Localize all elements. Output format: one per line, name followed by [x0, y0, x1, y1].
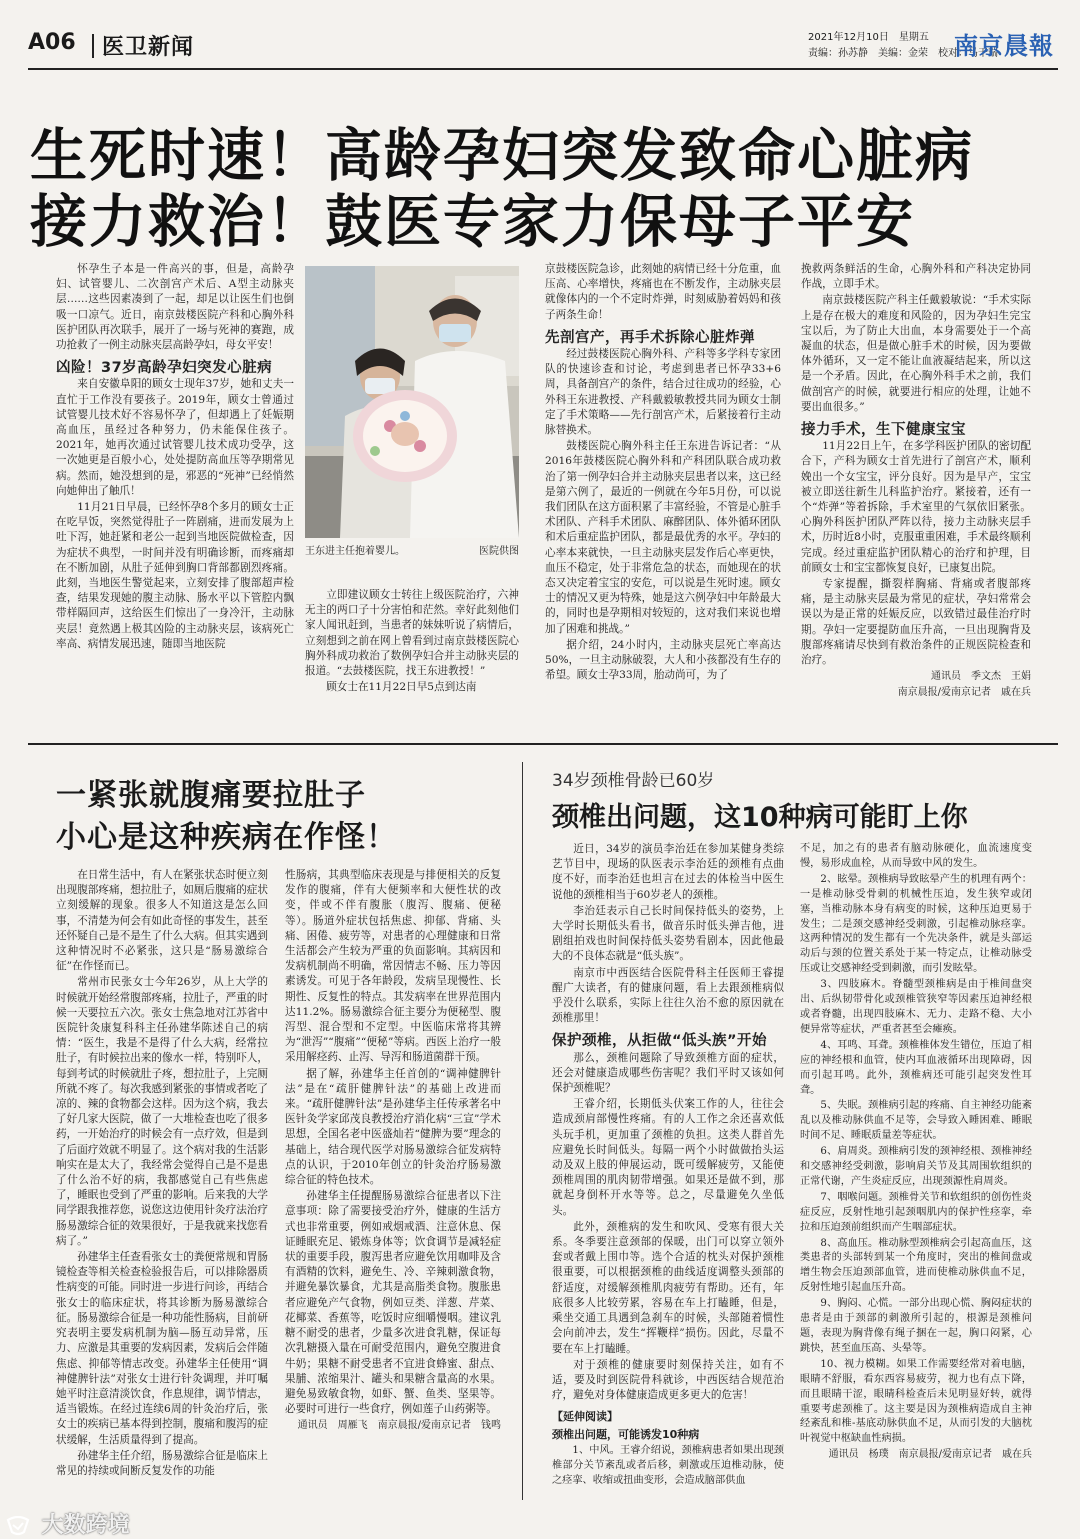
story3-subhead: 保护颈椎，从拒做“低头族”开始	[552, 1033, 768, 1050]
story3-paragraph: 那么，颈椎问题除了导致颈椎方面的症状，还会对健康造成哪些伤害呢？我们平时又该如何保护颈椎呢？	[552, 1051, 784, 1095]
photo-credit: 医院供图	[479, 546, 519, 557]
main-story-intro: 怀孕生子本是一件高兴的事，但是，高龄孕妇、试管婴儿、二次剖宫产术后、A型主动脉夹层……这些因素凑到了一起，却足以让医生们也倒吸一口凉气。近日，南京鼓楼医院产科和心胸外科医护团队再次联手，展开了一场与死神的赛跑，成功抢救了一例主动脉夹层高龄孕妇，母女平安！	[56, 263, 294, 352]
main-story-paragraph: 11月21日早晨，已经怀孕8个多月的顾女士正在吃早饭，突然觉得肚子一阵剧痛，进而发展为上吐下泻，她赶紧和老公一起到当地医院做检查，因为症状不典型，一时间并没有明确诊断，而疼痛却在不断加剧，从肚子延伸到胸口背部都剧烈疼痛。此刻，当地医生警觉起来，立刻安排了腹部超声检查，结果发现她的腹主动脉、肠水平以下管腔内飘带样隔回声，这给医生们惊出了一身冷汗，主动脉夹层！竟然遇上极其凶险的主动脉夹层，该病死亡率高、病情发展迅速，随即当地医院	[56, 501, 294, 650]
main-story-subhead-2: 先剖宫产，再手术拆除心脏炸弹	[545, 329, 755, 346]
editor-credits: 责编：孙苏静 美编：金荣 校对：马干瑞	[808, 48, 998, 59]
main-story-paragraph: 来自安徽阜阳的顾女士现年37岁，她和丈夫一直忙于工作没有要孩子。2019年，顾女士曾通过试管婴儿技术好不容易怀孕了，但却遇上了妊娠期高血压，虽经过各种努力，仍未能保住孩子。2021年，她再次通过试管婴儿技术成功受孕，这一次她更是百般小心，处处提防高血压等孕期常见病。然而，她没想到的是，邪恶的“死神”已经悄然向她伸出了触爪！	[56, 378, 294, 497]
story3-headline: 颈椎出问题，这10种病可能盯上你	[552, 802, 968, 833]
story2-column-2	[285, 868, 501, 1510]
story2-paragraph: 性肠病，其典型临床表现是与排便相关的反复发作的腹痛，伴有大便频率和大便性状的改变，伴或不伴有腹胀（腹泻、腹痛、便秘等）。肠道外症状包括焦虑、抑郁、背痛、头痛、困倦、疲劳等，对患者的心理健康和日常生活都会产生较为严重的负面影响。其病因和发病机制尚不明确，常因情志不畅、压力等因素诱发。可见于各年龄段，发病呈现慢性、长期性、反复性的特点。其发病率在世界范围内达11.2%。肠易激综合征主要分为便秘型、腹泻型、混合型和不定型。中医临床常将其辨为“泄泻”“腹痛”“便秘”等病。西医上治疗一般采用解痉药、止泻、导泻和肠道菌群干预。	[285, 869, 501, 1064]
main-headline-line2: 接力救治！鼓医专家力保母子平安	[30, 189, 915, 255]
story3-paragraph: 王睿介绍，长期低头伏案工作的人，往往会造成颈肩部慢性疼痛。有的人工作之余还喜欢低头玩手机，更加重了颈椎的负担。这类人群首先应避免长时间低头。每隔一两个小时做做抬头运动及双上肢的伸展运动，既可缓解疲劳，又能使颈椎周围的肌肉韧带增强。如果还是做不到，那就起身倒杯开水等等。总之，尽量避免久坐低头。	[552, 1098, 784, 1217]
sidebar-title: 颈椎出问题，可能诱发10种病	[552, 1427, 700, 1441]
story2-paragraph: 孙建华主任提醒肠易激综合征患者以下注意事项：除了需要接受治疗外，健康的生活方式也非常重要，例如戒烟戒酒、注意休息、保证睡眠充足、锻炼身体等；饮食调节是减轻症状的重要手段，腹泻患者应避免饮用咖啡及含有酒精的饮料，避免生、冷、辛辣刺激食物，并避免暴饮暴食，尤其是高脂类食物。腹胀患者应避免产气食物，例如豆类、洋葱、芹菜、花椰菜、香蕉等，吃饭时应细嚼慢咽。建议乳糖不耐受的患者，少量多次进食乳糖，保证每次乳糖摄入量在可耐受范围内，避免空腹进食牛奶；果糖不耐受患者不宜进食蜂蜜、甜点、果脯、浓缩果汁、罐头和果糖含量高的水果。避免易致敏食物，如虾、蟹、鱼类、坚果等。必要时可进行一些食疗，例如莲子山药粥等。	[285, 1190, 501, 1416]
story2-headline-line2: 小心是这种疾病在作怪！	[56, 820, 397, 855]
watermark	[6, 1508, 130, 1539]
main-story-column-3	[545, 262, 781, 710]
main-story-byline: 通讯员 季文杰 王娟	[931, 671, 1031, 683]
story3-paragraph: 近日，34岁的演员李治廷在参加某健身类综艺节目中，现场的队医表示李治廷的颈椎有点曲度不好，而李治廷也坦言在过去的体检当中医生说他的颈椎相当于60岁老人的颈椎。	[552, 843, 784, 901]
main-story-column-1	[56, 262, 294, 710]
story3-column-1	[552, 842, 784, 1510]
sidebar-item: 7、咽喉问题。颈椎骨关节和软组织的创伤性炎症反应，反射性地引起颈咽肌内的保护性痉挛，牵拉和压迫颈前组织而产生咽部症状。	[800, 1191, 1032, 1233]
sidebar-item: 3、四肢麻木。脊髓型颈椎病是由于椎间盘突出、后纵韧带骨化或颈椎管狭窄等因素压迫神经根或者脊髓，出现四肢麻木、无力、走路不稳、大小便异常等症状，严重者甚至会瘫痪。	[800, 979, 1032, 1035]
newspaper-masthead: 南京晨報	[954, 31, 1054, 60]
header-rule	[28, 68, 1058, 70]
story2-paragraph: 在日常生活中，有人在紧张状态时便立刻出现腹部疼痛，想拉肚子，如厕后腹痛的症状立刻缓解的现象。很多人不知道这是怎么回事，不清楚为何会有如此奇怪的事发生，甚至还怀疑自己是不是生了什么大病。但其实遇到这种情况时不必紧张，这只是“肠易激综合征”在作怪而已。	[56, 869, 268, 973]
main-story-paragraph: 经过鼓楼医院心胸外科、产科等多学科专家团队的快速诊查和讨论，考虑到患者已怀孕33+6周，具备剖宫产的条件，结合过往成功的经验，心外科王东进教授、产科戴毅敏教授共同为顾女士制定了手术策略——先行剖宫产术，后紧接着行主动脉替换术。	[545, 348, 781, 437]
story2-headline-line1: 一紧张就腹痛要拉肚子	[56, 778, 366, 813]
story3-paragraph: 南京市中西医结合医院骨科主任医师王睿提醒广大读者，有的健康问题，看上去跟颈椎病似乎没什么联系，实际上往往久治不愈的原因就在颈椎那里！	[552, 966, 784, 1025]
story3-subtitle: 34岁颈椎骨龄已60岁	[552, 771, 715, 791]
story3-paragraph: 此外，颈椎病的发生和吹风、受寒有很大关系。冬季要注意颈部的保暖，出门可以穿立领外套或者戴上围巾等。选个合适的枕头对保护颈椎很重要，可以根据颈椎的曲线适度调整头颈部的舒适度，对缓解颈椎肌肉疲劳有帮助。还有，年底很多人比较劳累，容易在车上打瞌睡，但是，乘坐交通工具遇到急刹车的时候，头部随着惯性会向前冲去，发生“挥鞭样”损伤。因此，尽量不要在车上打瞌睡。	[552, 1220, 784, 1355]
sidebar-item: 8、高血压。椎动脉型颈椎病会引起高血压，这类患者的头部转到某一个角度时，突出的椎间盘或增生物会压迫颈部血管，进而使椎动脉供血不足，反射性地引起血压升高。	[800, 1237, 1032, 1294]
sidebar-item: 5、失眠。颈椎病引起的疼痛、自主神经功能紊乱以及椎动脉供血不足等，会导致入睡困难、睡眠时间不足、睡眠质量差等症状。	[800, 1100, 1032, 1142]
main-story-paragraph: 专家提醒，撕裂样胸痛、背痛或者腹部疼痛，是主动脉夹层最为常见的症状，孕妇常常会误以为是正常的妊娠反应，以致错过最佳治疗时期。孕妇一定要提防血压升高，一旦出现胸背及腹部疼痛请尽快到有救治条件的正规医院检查和治疗。	[801, 578, 1031, 667]
issue-date: 2021年12月10日 星期五	[808, 32, 929, 43]
photo-caption: 王东进主任抱着婴儿。	[305, 546, 405, 557]
story3-byline: 通讯员 杨璞 南京晨报/爱南京记者 戚在兵	[828, 1449, 1032, 1461]
main-story-byline: 南京晨报/爱南京记者 戚在兵	[897, 687, 1031, 699]
page-number: A06	[28, 30, 76, 55]
main-headline-line1: 生死时速！高龄孕妇突发致命心脏病	[30, 123, 974, 189]
header-separator	[92, 34, 94, 58]
news-photo	[305, 266, 519, 538]
main-story-column-4	[801, 262, 1031, 710]
sidebar-item: 9、胸闷、心慌。一部分出现心慌、胸闷症状的患者是由于颈部的刺激所引起的，根源是颈椎问题，表现为胸背像有绳子捆在一起，胸口闷紧，心跳快，甚至血压高、头晕等。	[800, 1298, 1032, 1354]
main-story-paragraph: 立即建议顾女士转往上级医院治疗，六神无主的两口子十分害怕和茫然。幸好此刻他们家人闻讯赶到，当患者的妹妹听说了病情后，立刻想到之前在网上曾看到过南京鼓楼医院心胸外科成功救治了数例孕妇合并主动脉夹层的报道。“去鼓楼医院，找王东进教授！”	[305, 589, 519, 678]
watermark-text: 大数跨境	[41, 1513, 130, 1538]
sidebar-label: 【延伸阅读】	[552, 1410, 618, 1424]
story2-paragraph: 据了解，孙建华主任首创的“调神健脾针法”是在“疏肝健脾针法”的基础上改进而来。“疏肝健脾针法”是孙建华主任传承著名中医针灸学家邱茂良教授治疗消化病“三宣”学术思想，全国名老中医盛灿若“健脾为要”理念的基础上，结合现代医学对肠易激综合征发病特点的认识，于2010年创立的针灸治疗肠易激综合征的特色技术。	[285, 1067, 501, 1187]
main-story-paragraph: 顾女士在11月22日早5点到达南	[326, 681, 477, 694]
doctor-holding-baby-image	[305, 266, 519, 538]
main-story-subhead-1: 凶险！37岁高龄孕妇突发心脏病	[56, 360, 273, 377]
story3-column-2	[800, 842, 1032, 1510]
column-divider	[522, 762, 523, 1500]
main-story-column-2	[305, 588, 519, 710]
watermark-logo-icon	[6, 1516, 30, 1536]
story3-paragraph: 对于颈椎的健康要时刻保持关注，如有不适，要及时到医院骨科就诊，中西医结合规范治疗，避免对身体健康造成更多更大的危害！	[552, 1358, 784, 1402]
sidebar-item: 2、眩晕。颈椎病导致眩晕产生的机理有两个：一是椎动脉受骨刺的机械性压迫，发生狭窄或闭塞，当椎动脉本身有病变的时候，这种压迫更易于发生；二是颈交感神经受刺激，引起椎动脉痉挛。这两种情况的发生都有一个先决条件，就是头部运动后与颈的位置关系处于某一特定点，让椎动脉受压或让交感神经受到刺激，而引发眩晕。	[800, 873, 1032, 975]
sidebar-item: 不足，加之有的患者有脑动脉硬化，血流速度变慢，易形成血栓，从而导致中风的发生。	[800, 843, 1032, 869]
main-story-subhead-3: 接力手术，生下健康宝宝	[801, 422, 966, 439]
story2-paragraph: 孙建华主任查看张女士的粪便常规和胃肠镜检查等相关检查检验报告后，可以排除器质性病变的可能。同时进一步进行问诊，再结合张女士的临床症状，将其诊断为肠易激综合征。肠易激综合征是一种功能性肠病，目前研究表明主要发病机制为脑—肠互动异常，压力、应激是其重要的发病因素，发病后会伴随焦虑、抑郁等情志改变。孙建华主任使用“调神健脾针法”对张女士进行针灸调理，并叮嘱她平时注意清淡饮食，作息规律，调节情志，适当锻炼。在经过连续6周的针灸治疗后，张女士的疾病已基本得到控制，腹痛和腹泻的症状缓解，生活质量得到了提高。	[56, 1251, 268, 1446]
main-story-paragraph: 据介绍，24小时内，主动脉夹层死亡率高达50%，一旦主动脉破裂，大人和小孩都没有生存的希望。顾女士孕33周，胎动尚可，为了	[545, 638, 781, 682]
main-story-paragraph: 挽救两条鲜活的生命，心胸外科和产科决定协同作战，立即手术。	[801, 263, 1031, 291]
story2-paragraph: 孙建华主任介绍，肠易激综合征是临床上常见的持续或间断反复发作的功能	[56, 1449, 268, 1477]
story2-column-1	[56, 868, 268, 1510]
section-name: 医卫新闻	[102, 35, 195, 60]
main-story-paragraph: 京鼓楼医院急诊，此刻她的病情已经十分危重，血压高、心率增快，疼痛也在不断发作，主动脉夹层就像体内的一个不定时炸弹，时刻威胁着妈妈和孩子两条生命！	[545, 263, 781, 321]
main-story-paragraph: 鼓楼医院心胸外科主任王东进告诉记者：“从2016年鼓楼医院心胸外科和产科团队联合成功救治了第一例孕妇合并主动脉夹层患者以来，这已经是第六例了，最近的一例就在今年5月份，可以说我们团队在这方面积累了丰富经验，不管是心脏手术团队、产科手术团队、麻醉团队、体外循环团队和术后重症监护团队，都是最优秀的水平。孕妇的心率本来就快，一旦主动脉夹层发作后心率更快，血压不稳定，处于非常危急的状态，而她现在的状态又决定着宝宝的安危，可以说是生死时速。顾女士的情况又更为特殊，她是这六例孕妇中年龄最大的，同时也是孕期相对较短的，这对我们来说也增加了困难和挑战。”	[545, 440, 781, 635]
story3-paragraph: 李治廷表示自己长时间保持低头的姿势，上大学时长期低头看书，做音乐时低头弹吉他，进剧组拍戏也时间保持低头姿势看剧本，因此他最大的不良体态就是“低头族”。	[552, 904, 784, 963]
sidebar-item: 6、肩周炎。颈椎病引发的颈神经根、颈椎神经和交感神经受刺激，影响肩关节及其周围软组织的正常代谢，产生炎症反应，出现颈源性肩周炎。	[800, 1146, 1032, 1187]
sidebar-item: 1、中风。王睿介绍说，颈椎病患者如果出现颈椎部分关节紊乱或者后移，刺激或压迫椎动脉，使之痉挛、收缩或扭曲变形，会造成脑部供血	[552, 1444, 784, 1486]
main-story-paragraph: 南京鼓楼医院产科主任戴毅敏说：“手术实际上是存在极大的难度和风险的，因为孕妇生完宝宝以后，为了防止大出血，本身需要处于一个高凝血的状态，但是做心脏手术的时候，因为要做体外循环，又一定不能让血液凝结起来，所以这是一个矛盾。因此，在心胸外科手术之前，我们做剖宫产的时候，就要进行相应的处理，让她不要出血很多。”	[801, 294, 1031, 413]
photo-caption-row	[305, 542, 519, 557]
sidebar-item: 10、视力模糊。如果工作需要经常对着电脑，眼睛不舒服，看东西容易疲劳，视力也有点下降，而且眼睛干涩，眼睛科检查后未见明显好转，就得重要考虑颈椎了。这主要是因为颈椎病造成自主神经紊乱和椎-基底动脉供血不足，从而引发的大脑枕叶视觉中枢缺血性病损。	[800, 1358, 1032, 1445]
main-story-paragraph: 11月22日上午，在多学科医护团队的密切配合下，产科为顾女士首先进行了剖宫产术，顺利娩出一个女宝宝，评分良好。因为是早产，宝宝被立即送往新生儿科监护治疗。紧接着，还有一个“炸弹”等着拆除，手术室里的气氛依旧紧张。心胸外科医护团队严阵以待，接力主动脉夹层手术，历时近8小时，克服重重困难，手术最终顺利完成。经过重症监护团队精心的治疗和护理，目前顾女士和宝宝都恢复良好，已康复出院。	[801, 440, 1031, 574]
section-divider	[28, 743, 1058, 745]
story2-byline: 通讯员 周雁飞 南京晨报/爱南京记者 钱鸣	[297, 1420, 501, 1432]
sidebar-item: 4、耳鸣、耳聋。颈椎椎体发生错位，压迫了相应的神经根和血管，使内耳血液循环出现障碍，因而引起耳鸣。此外，颈椎病还可能引起突发性耳聋。	[800, 1039, 1032, 1096]
story2-paragraph: 常州市民张女士今年26岁，从上大学的时候就开始经常腹部疼痛，拉肚子，严重的时候一天要拉五六次。张女士焦急地对江苏省中医院针灸康复科科主任孙建华陈述自己的病情：“医生，我是不是得了什么大病，经常拉肚子，有时候拉出来的像水一样，特别吓人，每到考试的时候就肚子疼，想拉肚子，上完厕所就不疼了。每次我感到紧张的事情或者吃了凉的、辣的食物都会这样。因为这个病，我去了好几家大医院，做了一大堆检查也吃了很多药，一开始治疗的时候会有一点疗效，但是到了后面疗效就不明显了。这个病对我的生活影响实在是太大了，我经常会觉得自己是不是患了什么治不好的病，我都感觉自己有些焦虑了，睡眠也受到了严重的影响。后来我的大学同学跟我推荐您，说您这边使用针灸疗法治疗肠易激综合征的效果很好，于是我就来找您看病了。”	[56, 976, 268, 1247]
page-header	[28, 28, 1058, 72]
